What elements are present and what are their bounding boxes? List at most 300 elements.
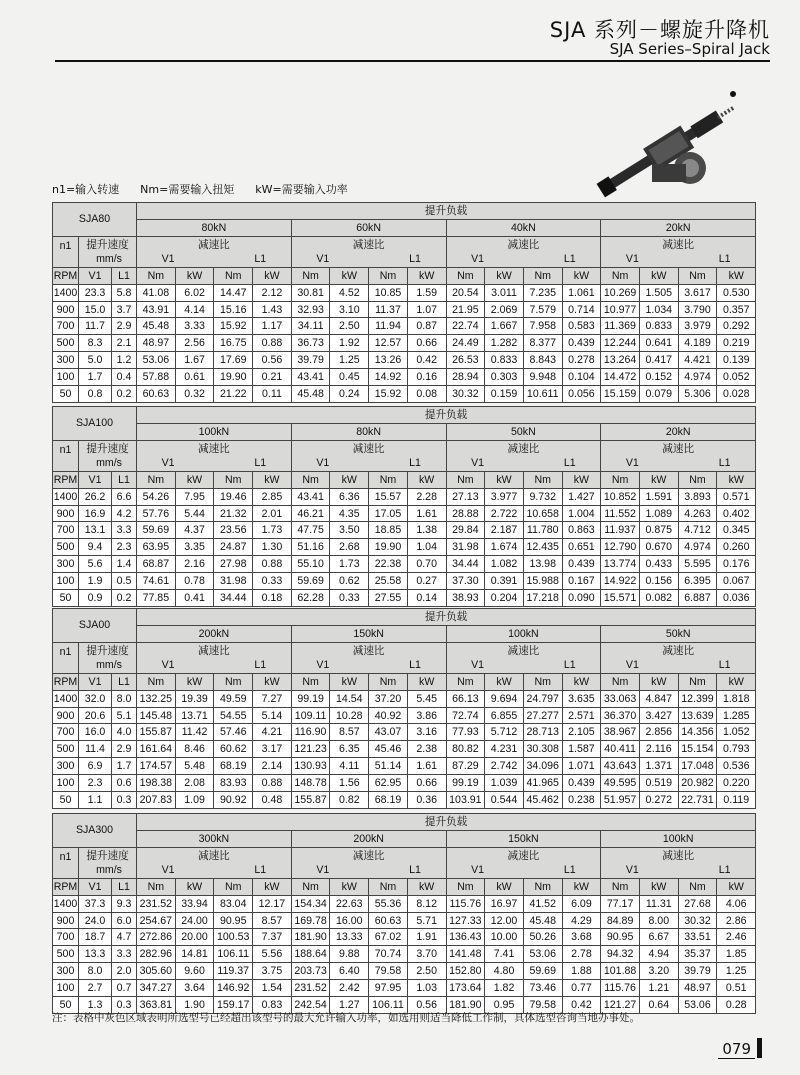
table-cell: 45.48	[523, 912, 562, 929]
table-cell: 16.9	[79, 505, 112, 522]
table-cell: 0.56	[407, 997, 446, 1014]
table-cell: 2.3	[79, 775, 112, 792]
table-cell: 2.56	[175, 335, 214, 352]
table-cell: 21.22	[214, 386, 253, 403]
table-cell: 0.439	[562, 556, 601, 573]
table-cell: 900	[53, 912, 79, 929]
table-cell: 1.089	[639, 505, 678, 522]
ratio-label	[137, 642, 292, 673]
table-cell: 900	[53, 505, 79, 522]
table-cell: 1.59	[407, 284, 446, 301]
table-cell: 3.10	[330, 301, 369, 318]
table-cell: 1.61	[407, 505, 446, 522]
table-cell: 155.87	[291, 792, 330, 809]
table-cell: 27.13	[446, 488, 485, 505]
table-cell: 50.26	[523, 929, 562, 946]
table-cell: 0.082	[639, 590, 678, 607]
v1-label: V1	[79, 471, 112, 488]
table-cell: 6.6	[112, 488, 137, 505]
ratio-v1: V1	[316, 863, 330, 876]
table-cell: 0.32	[175, 386, 214, 403]
legend: n1=输入转速 Nm=需要输入扭矩 kW=需要输入功率	[52, 183, 348, 196]
table-row	[53, 505, 756, 522]
table-cell: 300	[53, 352, 79, 369]
table-cell: 12.57	[369, 335, 408, 352]
table-cell: 2.14	[253, 758, 292, 775]
table-cell: 0.51	[717, 980, 756, 997]
table-cell: 300	[53, 758, 79, 775]
table-cell: 6.40	[330, 963, 369, 980]
table-cell: 0.33	[330, 590, 369, 607]
ratio-v1: V1	[471, 456, 485, 469]
nm-label: Nm	[214, 673, 253, 690]
table-cell: 14.922	[601, 573, 640, 590]
table-cell: 30.308	[523, 741, 562, 758]
ratio-text: 减速比	[197, 442, 230, 455]
lift-load-title: 提升负载	[137, 814, 756, 831]
table-cell: 0.238	[562, 792, 601, 809]
table-cell: 28.94	[446, 369, 485, 386]
table-cell: 35.37	[678, 946, 717, 963]
table-cell: 15.159	[601, 386, 640, 403]
table-cell: 1.82	[485, 980, 524, 997]
table-cell: 5.45	[407, 690, 446, 707]
table-cell: 121.23	[291, 741, 330, 758]
n1-label	[53, 847, 79, 878]
table-cell: 2.3	[112, 539, 137, 556]
table-cell: 9.60	[175, 963, 214, 980]
table-cell: 11.42	[175, 724, 214, 741]
table-cell: 99.19	[446, 775, 485, 792]
table-cell: 161.64	[137, 741, 176, 758]
table-cell: 15.57	[369, 488, 408, 505]
table-row	[53, 369, 756, 386]
table-cell: 0.583	[562, 318, 601, 335]
table-cell: 0.42	[562, 997, 601, 1014]
table-cell: 15.0	[79, 301, 112, 318]
table-cell: 3.977	[485, 488, 524, 505]
table-cell: 17.69	[214, 352, 253, 369]
table-cell: 1.91	[407, 929, 446, 946]
load-value: 20kN	[601, 423, 756, 440]
nm-label: Nm	[523, 267, 562, 284]
table-cell: 0.2	[112, 386, 137, 403]
table-cell: 0.793	[717, 741, 756, 758]
table-cell: 0.036	[717, 590, 756, 607]
table-cell: 17.048	[678, 758, 717, 775]
table-cell: 10.85	[369, 284, 408, 301]
table-cell: 60.62	[214, 741, 253, 758]
table-cell: 0.9	[79, 590, 112, 607]
table-cell: 11.31	[639, 895, 678, 912]
table-cell: 1.88	[562, 963, 601, 980]
speed-unit: mm/s	[96, 658, 122, 671]
table-cell: 11.7	[79, 318, 112, 335]
table-cell: 3.635	[562, 690, 601, 707]
kw-label: kW	[407, 673, 446, 690]
table-cell: 8.0	[79, 963, 112, 980]
table-cell: 34.44	[214, 590, 253, 607]
table-cell: 1.427	[562, 488, 601, 505]
table-cell: 2.42	[330, 980, 369, 997]
ratio-text: 减速比	[352, 238, 385, 251]
kw-label: kW	[485, 471, 524, 488]
table-cell: 43.41	[291, 488, 330, 505]
table-cell: 13.774	[601, 556, 640, 573]
table-cell: 148.78	[291, 775, 330, 792]
table-cell: 40.411	[601, 741, 640, 758]
table-cell: 2.856	[639, 724, 678, 741]
table-row	[53, 352, 756, 369]
header-title-en: SJA Series–Spiral Jack	[609, 40, 770, 58]
table-cell: 10.00	[485, 929, 524, 946]
ratio-l1: L1	[563, 456, 576, 469]
table-cell: 43.643	[601, 758, 640, 775]
table-cell: 27.277	[523, 707, 562, 724]
ratio-text: 减速比	[197, 849, 230, 862]
footnote: 注：表格中灰色区域表明所选型号已经超出该型号的最大允许输入功率，如选用则适当降低工作制，具体选型咨询当地办事处。	[52, 1012, 640, 1024]
table-cell: 0.833	[639, 318, 678, 335]
table-cell: 12.435	[523, 539, 562, 556]
speed-text: 提升速度	[86, 442, 129, 455]
table-cell: 4.0	[112, 724, 137, 741]
table-cell: 36.73	[291, 335, 330, 352]
ratio-text: 减速比	[507, 644, 540, 657]
table-cell: 21.95	[446, 301, 485, 318]
table-cell: 0.530	[717, 284, 756, 301]
table-row	[53, 929, 756, 946]
ratio-label	[137, 847, 292, 878]
table-cell: 1.25	[330, 352, 369, 369]
table-cell: 9.88	[330, 946, 369, 963]
table-cell: 3.3	[112, 946, 137, 963]
speed-label	[79, 440, 137, 471]
table-cell: 15.16	[214, 301, 253, 318]
table-cell: 57.46	[214, 724, 253, 741]
load-value: 150kN	[291, 625, 446, 642]
table-cell: 0.345	[717, 522, 756, 539]
table-cell: 0.863	[562, 522, 601, 539]
ratio-text: 减速比	[662, 849, 695, 862]
ratio-v1: V1	[316, 456, 330, 469]
table-cell: 57.76	[137, 505, 176, 522]
table-cell: 0.41	[175, 590, 214, 607]
table-cell: 0.14	[407, 590, 446, 607]
table-cell: 3.20	[639, 963, 678, 980]
table-cell: 22.731	[678, 792, 717, 809]
kw-label: kW	[175, 471, 214, 488]
table-cell: 14.81	[175, 946, 214, 963]
kw-label: kW	[639, 267, 678, 284]
spec-table-3	[52, 813, 756, 1014]
ratio-l1: L1	[254, 252, 267, 265]
table-cell: 79.58	[523, 997, 562, 1014]
table-cell: 8.0	[112, 690, 137, 707]
table-cell: 10.658	[523, 505, 562, 522]
table-cell: 24.0	[79, 912, 112, 929]
table-cell: 4.974	[678, 369, 717, 386]
nm-label: Nm	[291, 878, 330, 895]
table-cell: 132.25	[137, 690, 176, 707]
table-cell: 2.68	[330, 539, 369, 556]
ratio-l1: L1	[718, 252, 731, 265]
table-cell: 53.06	[678, 997, 717, 1014]
nm-label: Nm	[678, 878, 717, 895]
table-cell: 30.32	[446, 386, 485, 403]
table-cell: 37.20	[369, 690, 408, 707]
table-cell: 12.244	[601, 335, 640, 352]
table-cell: 2.9	[112, 318, 137, 335]
kw-label: kW	[175, 267, 214, 284]
table-cell: 154.34	[291, 895, 330, 912]
ratio-text: 减速比	[352, 442, 385, 455]
nm-label: Nm	[137, 267, 176, 284]
table-cell: 169.78	[291, 912, 330, 929]
nm-label: Nm	[446, 267, 485, 284]
table-cell: 2.78	[562, 946, 601, 963]
table-cell: 0.167	[562, 573, 601, 590]
load-value: 150kN	[446, 830, 601, 847]
table-row	[53, 792, 756, 809]
table-cell: 1.3	[79, 997, 112, 1014]
load-value: 200kN	[291, 830, 446, 847]
table-cell: 119.37	[214, 963, 253, 980]
n1-text: n1	[59, 239, 72, 252]
table-cell: 24.00	[175, 912, 214, 929]
table-cell: 12.399	[678, 690, 717, 707]
table-cell: 0.5	[112, 573, 137, 590]
ratio-text: 减速比	[662, 644, 695, 657]
table-cell: 3.979	[678, 318, 717, 335]
kw-label: kW	[407, 471, 446, 488]
table-cell: 41.52	[523, 895, 562, 912]
table-cell: 74.61	[137, 573, 176, 590]
ratio-l1: L1	[254, 863, 267, 876]
table-cell: 500	[53, 741, 79, 758]
table-cell: 0.42	[407, 352, 446, 369]
speed-unit: mm/s	[96, 252, 122, 265]
table-cell: 51.16	[291, 539, 330, 556]
table-cell: 6.855	[485, 707, 524, 724]
table-cell: 4.2	[112, 505, 137, 522]
table-cell: 15.92	[214, 318, 253, 335]
table-cell: 99.19	[291, 690, 330, 707]
rpm-label: RPM	[53, 673, 79, 690]
speed-label	[79, 236, 137, 267]
table-cell: 13.639	[678, 707, 717, 724]
table-cell: 43.41	[291, 369, 330, 386]
table-cell: 90.95	[214, 912, 253, 929]
table-cell: 4.263	[678, 505, 717, 522]
table-cell: 12.790	[601, 539, 640, 556]
table-cell: 51.957	[601, 792, 640, 809]
table-cell: 24.797	[523, 690, 562, 707]
table-cell: 50	[53, 590, 79, 607]
table-cell: 0.36	[407, 792, 446, 809]
table-cell: 1.1	[79, 792, 112, 809]
table-cell: 13.71	[175, 707, 214, 724]
table-cell: 28.713	[523, 724, 562, 741]
table-cell: 136.43	[446, 929, 485, 946]
table-cell: 0.61	[175, 369, 214, 386]
ratio-v1: V1	[161, 252, 175, 265]
table-cell: 2.571	[562, 707, 601, 724]
table-cell: 1.071	[562, 758, 601, 775]
table-cell: 15.988	[523, 573, 562, 590]
ratio-label	[446, 642, 601, 673]
table-cell: 29.84	[446, 522, 485, 539]
load-value: 60kN	[291, 219, 446, 236]
table-cell: 0.519	[639, 775, 678, 792]
table-cell: 0.292	[717, 318, 756, 335]
table-cell: 4.712	[678, 522, 717, 539]
table-cell: 0.2	[112, 590, 137, 607]
table-cell: 1400	[53, 488, 79, 505]
table-cell: 8.57	[253, 912, 292, 929]
table-cell: 80.82	[446, 741, 485, 758]
rpm-label: RPM	[53, 471, 79, 488]
table-cell: 25.58	[369, 573, 408, 590]
table-cell: 70.74	[369, 946, 408, 963]
table-cell: 1.4	[112, 556, 137, 573]
table-cell: 300	[53, 556, 79, 573]
table-cell: 363.81	[137, 997, 176, 1014]
table-cell: 1.674	[485, 539, 524, 556]
table-cell: 4.35	[330, 505, 369, 522]
table-cell: 1.285	[717, 707, 756, 724]
table-cell: 6.67	[639, 929, 678, 946]
table-cell: 10.269	[601, 284, 640, 301]
table-cell: 198.38	[137, 775, 176, 792]
spec-table-0	[52, 202, 756, 403]
table-cell: 1.039	[485, 775, 524, 792]
table-cell: 34.11	[291, 318, 330, 335]
table-cell: 900	[53, 707, 79, 724]
model-name: SJA00	[53, 609, 137, 643]
table-cell: 10.28	[330, 707, 369, 724]
nm-label: Nm	[291, 471, 330, 488]
table-row	[53, 707, 756, 724]
table-cell: 145.48	[137, 707, 176, 724]
ratio-text: 减速比	[352, 849, 385, 862]
nm-label: Nm	[601, 878, 640, 895]
table-cell: 0.090	[562, 590, 601, 607]
table-cell: 83.04	[214, 895, 253, 912]
spec-table-1	[52, 406, 756, 607]
table-cell: 1.7	[79, 369, 112, 386]
table-cell: 0.104	[562, 369, 601, 386]
table-cell: 1.04	[407, 539, 446, 556]
table-cell: 22.38	[369, 556, 408, 573]
table-cell: 0.11	[253, 386, 292, 403]
table-cell: 4.974	[678, 539, 717, 556]
kw-label: kW	[717, 267, 756, 284]
ratio-v1: V1	[471, 863, 485, 876]
nm-label: Nm	[291, 267, 330, 284]
table-cell: 1.30	[253, 539, 292, 556]
load-value: 80kN	[291, 423, 446, 440]
kw-label: kW	[175, 673, 214, 690]
table-cell: 33.94	[175, 895, 214, 912]
table-cell: 1.2	[112, 352, 137, 369]
table-cell: 0.27	[407, 573, 446, 590]
table-cell: 83.93	[214, 775, 253, 792]
table-cell: 14.47	[214, 284, 253, 301]
table-cell: 1.07	[407, 301, 446, 318]
ratio-l1: L1	[409, 456, 421, 469]
table-cell: 30.32	[678, 912, 717, 929]
kw-label: kW	[562, 267, 601, 284]
table-cell: 10.852	[601, 488, 640, 505]
table-cell: 15.92	[369, 386, 408, 403]
table-cell: 53.06	[137, 352, 176, 369]
l1-label: L1	[112, 267, 137, 284]
ratio-l1: L1	[718, 456, 731, 469]
table-cell: 1.92	[330, 335, 369, 352]
table-cell: 0.651	[562, 539, 601, 556]
table-row	[53, 301, 756, 318]
table-cell: 3.790	[678, 301, 717, 318]
ratio-text: 减速比	[662, 238, 695, 251]
table-cell: 0.78	[175, 573, 214, 590]
table-cell: 0.119	[717, 792, 756, 809]
table-cell: 39.79	[678, 963, 717, 980]
table-cell: 60.63	[137, 386, 176, 403]
table-cell: 31.98	[214, 573, 253, 590]
table-cell: 0.08	[407, 386, 446, 403]
table-cell: 100.53	[214, 929, 253, 946]
page-number: 079	[718, 1040, 755, 1059]
table-cell: 38.967	[601, 724, 640, 741]
table-cell: 181.90	[446, 997, 485, 1014]
table-cell: 1.061	[562, 284, 601, 301]
speed-text: 提升速度	[86, 644, 129, 657]
n1-text: n1	[59, 443, 72, 456]
table-cell: 32.0	[79, 690, 112, 707]
table-cell: 45.48	[137, 318, 176, 335]
model-name: SJA100	[53, 407, 137, 441]
table-cell: 2.28	[407, 488, 446, 505]
table-cell: 62.95	[369, 775, 408, 792]
table-cell: 5.0	[79, 352, 112, 369]
table-cell: 4.52	[330, 284, 369, 301]
ratio-v1: V1	[471, 658, 485, 671]
table-cell: 11.552	[601, 505, 640, 522]
kw-label: kW	[639, 878, 678, 895]
table-cell: 1.034	[639, 301, 678, 318]
nm-label: Nm	[678, 471, 717, 488]
ratio-v1: V1	[316, 658, 330, 671]
table-cell: 3.35	[175, 539, 214, 556]
table-cell: 5.44	[175, 505, 214, 522]
table-cell: 1400	[53, 895, 79, 912]
nm-label: Nm	[678, 673, 717, 690]
kw-label: kW	[330, 267, 369, 284]
table-cell: 2.12	[253, 284, 292, 301]
table-cell: 3.7	[112, 301, 137, 318]
ratio-l1: L1	[254, 456, 267, 469]
table-cell: 1.004	[562, 505, 601, 522]
table-cell: 48.97	[137, 335, 176, 352]
ratio-l1: L1	[409, 252, 421, 265]
table-cell: 700	[53, 929, 79, 946]
table-cell: 116.90	[291, 724, 330, 741]
table-cell: 5.6	[79, 556, 112, 573]
l1-label: L1	[112, 673, 137, 690]
table-cell: 8.00	[639, 912, 678, 929]
n1-text: n1	[59, 645, 72, 658]
table-cell: 2.1	[112, 335, 137, 352]
